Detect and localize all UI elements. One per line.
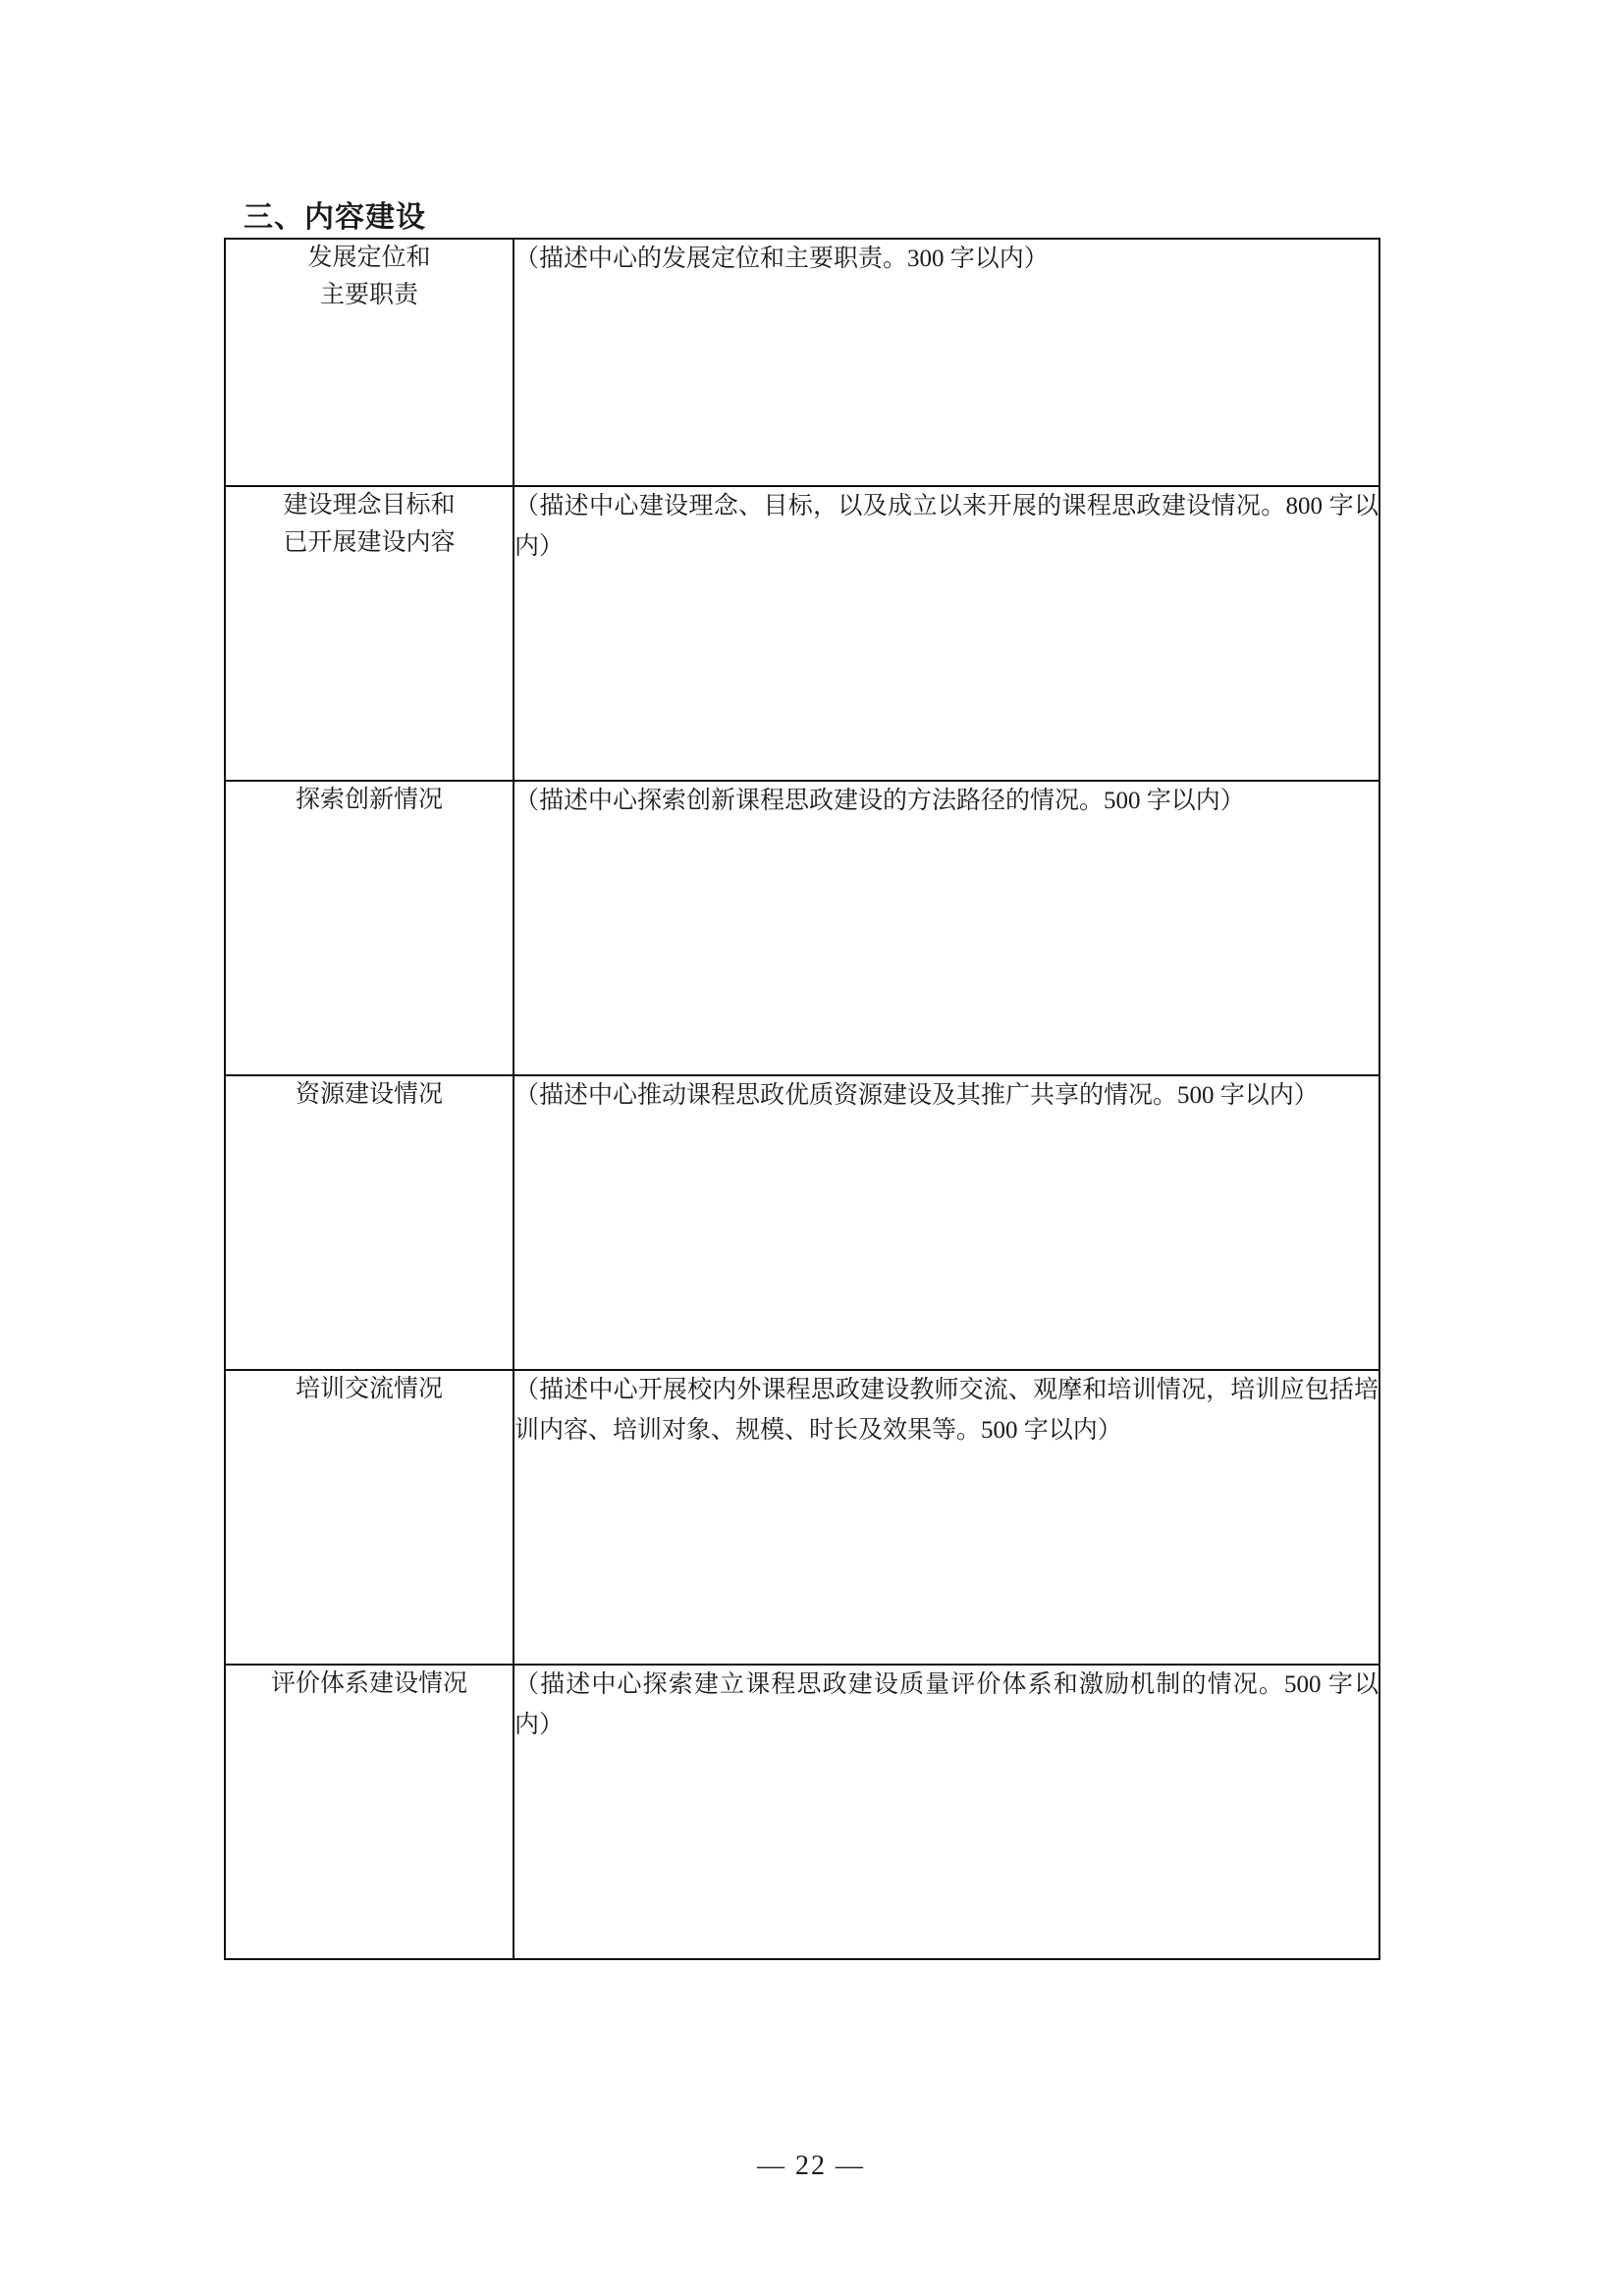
row-content-evaluation-system[interactable]	[514, 1665, 1379, 1959]
row-content-resource-construction[interactable]	[514, 1075, 1379, 1370]
table-row	[225, 1370, 1379, 1665]
label-line: 主要职责	[319, 281, 418, 308]
row-hint-text: （描述中心开展校内外课程思政建设教师交流、观摩和培训情况，培训应包括培训内容、培训对象、规模、时长及效果等。500 字以内）	[514, 1377, 1379, 1444]
row-label-training-exchange	[225, 1370, 514, 1665]
table-row	[225, 239, 1379, 486]
table-row	[225, 1075, 1379, 1370]
label-line: 评价体系建设情况	[270, 1670, 467, 1697]
table-row	[225, 781, 1379, 1075]
label-line: 探索创新情况	[295, 787, 443, 813]
row-label-evaluation-system	[225, 1665, 514, 1959]
label-line: 培训交流情况	[295, 1376, 443, 1402]
row-content-construction-concept[interactable]	[514, 486, 1379, 781]
row-hint-text: （描述中心建设理念、目标，以及成立以来开展的课程思政建设情况。800 字以内）	[514, 493, 1379, 560]
row-hint-text: （描述中心推动课程思政优质资源建设及其推广共享的情况。500 字以内）	[514, 1082, 1319, 1109]
row-content-development-positioning[interactable]	[514, 239, 1379, 486]
label-line: 已开展建设内容	[283, 528, 456, 556]
table-row	[225, 486, 1379, 781]
row-hint-text: （描述中心的发展定位和主要职责。300 字以内）	[514, 246, 1049, 272]
row-hint-text: （描述中心探索创新课程思政建设的方法路径的情况。500 字以内）	[514, 788, 1245, 814]
row-hint-text: （描述中心探索建立课程思政建设质量评价体系和激励机制的情况。500 字以内）	[514, 1671, 1379, 1738]
content-construction-table	[224, 238, 1380, 1960]
row-content-training-exchange[interactable]	[514, 1370, 1379, 1665]
section-heading: 三、内容建设	[243, 201, 426, 234]
table-row	[225, 1665, 1379, 1959]
page-number: — 22 —	[757, 2151, 865, 2181]
row-label-construction-concept	[225, 486, 514, 781]
label-line: 建设理念目标和	[283, 492, 456, 519]
row-label-exploration-innovation	[225, 781, 514, 1075]
label-line: 资源建设情况	[295, 1081, 443, 1108]
row-label-development-positioning	[225, 239, 514, 486]
row-content-exploration-innovation[interactable]	[514, 781, 1379, 1075]
row-label-resource-construction	[225, 1075, 514, 1370]
label-line: 发展定位和	[307, 245, 431, 271]
